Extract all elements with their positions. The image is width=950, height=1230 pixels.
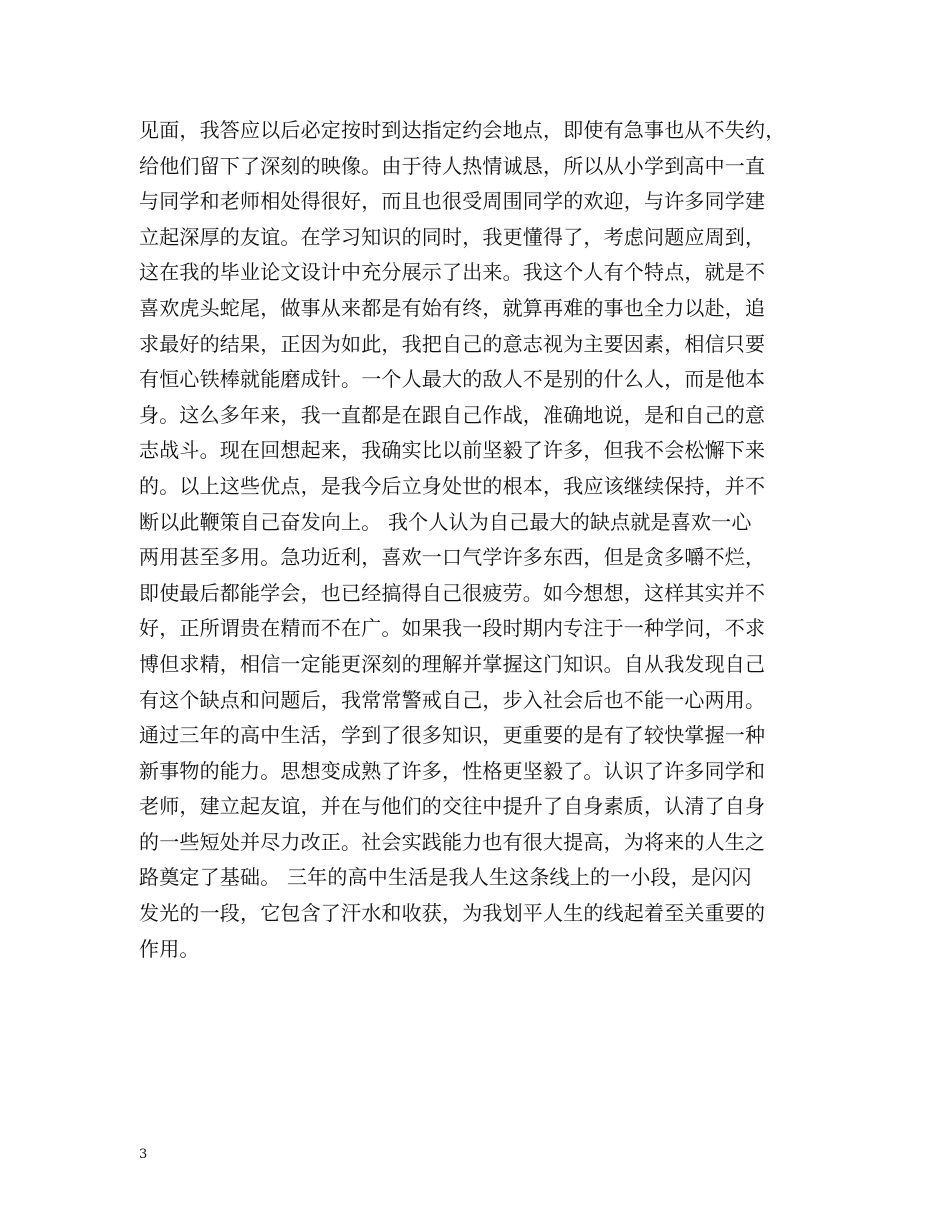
text-line: 喜欢虎头蛇尾，做事从来都是有始有终，就算再难的事也全力以赴，追 [139, 295, 766, 320]
text-line: 身。这么多年来，我一直都是在跟自己作战，准确地说，是和自己的意 [139, 402, 766, 427]
text-line: 见面，我答应以后必定按时到达指定约会地点，即使有急事也从不失约， [139, 118, 786, 142]
body-text [139, 113, 839, 967]
text-line: 新事物的能力。思想变成熟了许多，性格更坚毅了。认识了许多同学和 [139, 758, 766, 783]
text-line: 与同学和老师相处得很好，而且也很受周围同学的欢迎，与许多同学建 [139, 189, 766, 214]
text-line: 老师，建立起友谊，并在与他们的交往中提升了自身素质，认清了自身 [139, 794, 766, 819]
text-line: 发光的一段，它包含了汗水和收获，为我划平人生的线起着至关重要的 [139, 901, 766, 926]
text-line: 的一些短处并尽力改正。社会实践能力也有很大提高，为将来的人生之 [139, 829, 766, 854]
text-line: 给他们留下了深刻的映像。由于待人热情诚恳，所以从小学到高中一直 [139, 153, 766, 178]
text-line: 的。以上这些优点，是我今后立身处世的根本，我应该继续保持，并不 [139, 473, 766, 498]
text-line: 立起深厚的友谊。在学习知识的同时，我更懂得了，考虑问题应周到， [139, 224, 766, 249]
text-line: 好，正所谓贵在精而不在广。如果我一段时期内专注于一种学问，不求 [139, 616, 766, 641]
text-line: 求最好的结果，正因为如此，我把自己的意志视为主要因素，相信只要 [139, 331, 766, 356]
page-number: 3 [139, 1147, 148, 1162]
text-line: 即使最后都能学会，也已经搞得自己很疲劳。如今想想，这样其实并不 [139, 580, 766, 605]
text-line: 通过三年的高中生活，学到了很多知识，更重要的是有了较快掌握一种 [139, 723, 766, 748]
text-line: 作用。 [139, 936, 200, 961]
text-line: 有恒心铁棒就能磨成针。一个人最大的敌人不是别的什么人，而是他本 [139, 367, 766, 392]
text-line: 这在我的毕业论文设计中充分展示了出来。我这个人有个特点，就是不 [139, 260, 766, 285]
text-line: 路奠定了基础。 三年的高中生活是我人生这条线上的一小段，是闪闪 [139, 865, 752, 890]
text-line: 博但求精，相信一定能更深刻的理解并掌握这门知识。自从我发现自己 [139, 651, 766, 676]
text-line: 有这个缺点和问题后，我常常警戒自己，步入社会后也不能一心两用。 [139, 687, 766, 712]
text-line: 两用甚至多用。急功近利，喜欢一口气学许多东西，但是贪多嚼不烂， [139, 545, 766, 570]
text-line: 志战斗。现在回想起来，我确实比以前坚毅了许多，但我不会松懈下来 [139, 438, 766, 463]
text-line: 断以此鞭策自己奋发向上。 我个人认为自己最大的缺点就是喜欢一心 [139, 509, 752, 534]
